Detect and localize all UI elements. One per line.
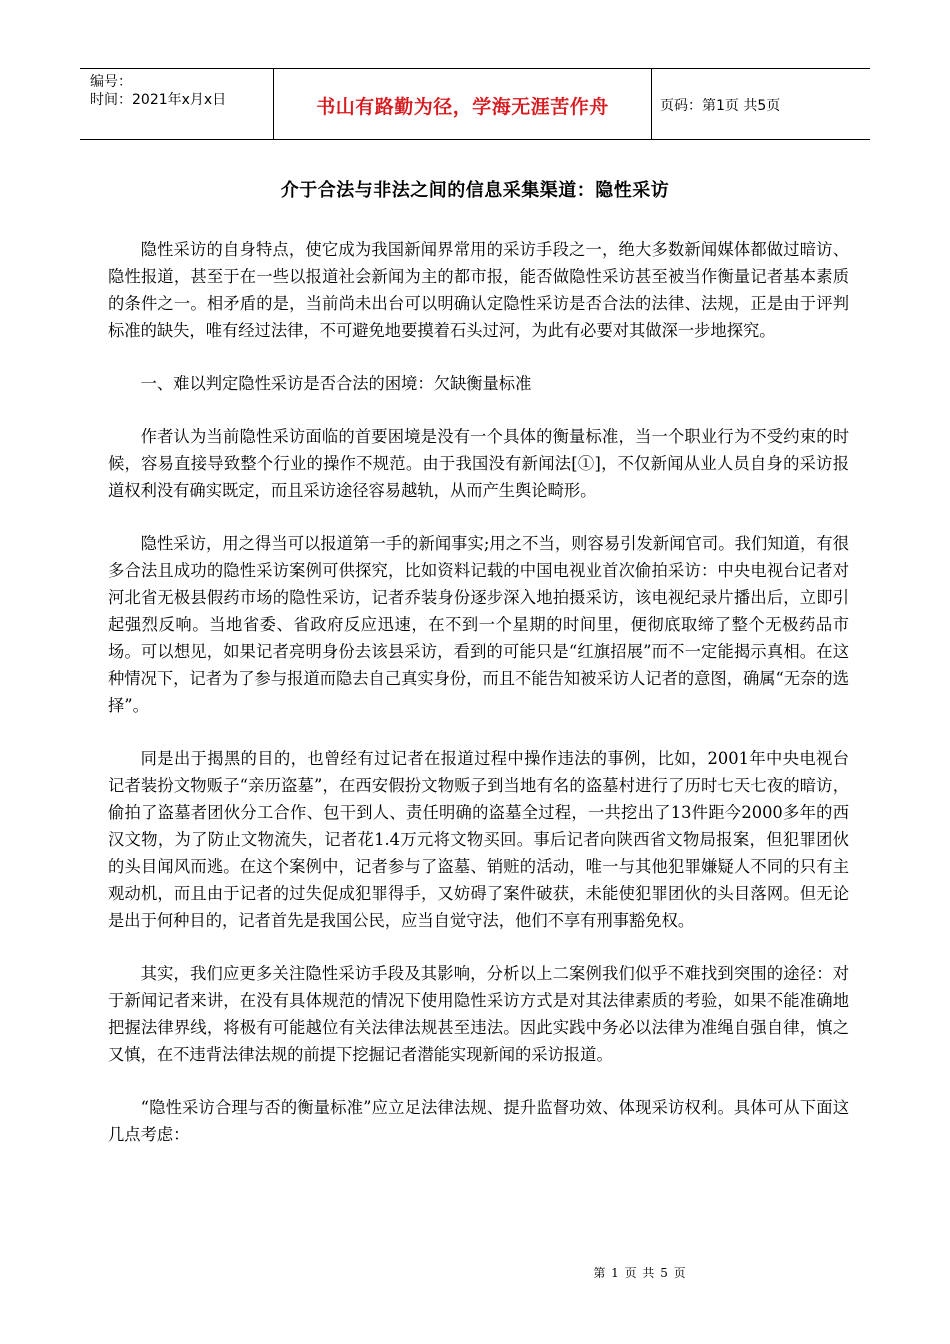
section-heading: 一、难以判定隐性采访是否合法的困境：欠缺衡量标准 <box>140 374 532 393</box>
document-time-label: 时间：2021年x月x日 <box>90 92 227 108</box>
body-paragraph: 同是出于揭黑的目的，也曾经有过记者在报道过程中操作违法的事例，比如，2001年中央电视台记者装扮文物贩子“亲历盗墓”，在西安假扮文物贩子到当地有名的盗墓村进行了历时七天七夜的暗访，偷拍了盗墓者团伙分工合作、包干到人、责任明确的盗墓全过程，一共挖出了13件距今2000多年的西汉文物，为了防止文物流失，记者花1.4万元将文物买回。事后记者向陕西省文物局报案，但犯罪团伙的头目闻风而逃。在这个案例中，记者参与了盗墓、销赃的活动，唯一与其他犯罪嫌疑人不同的只有主观动机，而且由于记者的过失促成犯罪得手，又妨碍了案件破获，未能使犯罪团伙的头目落网。但无论是出于何种目的，记者首先是我国公民，应当自觉守法，他们不享有刑事豁免权。 <box>108 749 849 930</box>
document-number-label: 编号： <box>90 74 132 90</box>
body-paragraph: 作者认为当前隐性采访面临的首要困境是没有一个具体的衡量标准，当一个职业行为不受约束的时候，容易直接导致整个行业的操作不规范。由于我国没有新闻法[①]，不仅新闻从业人员自身的采访报道权利没有确实既定，而且采访途径容易越轨，从而产生舆论畸形。 <box>108 427 849 500</box>
body-paragraph: “隐性采访合理与否的衡量标准”应立足法律法规、提升监督功效、体现采访权利。具体可从下面这几点考虑： <box>108 1098 849 1144</box>
document-body <box>108 236 849 1174</box>
header-motto: 书山有路勤为径，学海无涯苦作舟 <box>274 69 652 139</box>
page-footer: 第 1 页 共 5 页 <box>593 1266 687 1280</box>
body-paragraph: 隐性采访，用之得当可以报道第一手的新闻事实;用之不当，则容易引发新闻官司。我们知道，有很多合法且成功的隐性采访案例可供探究，比如资料记载的中国电视业首次偷拍采访：中央电视台记者对河北省无极县假药市场的隐性采访，记者乔装身份逐步深入地拍摄采访，该电视纪录片播出后，立即引起强烈反响。当地省委、省政府反应迅速，在不到一个星期的时间里，便彻底取缔了整个无极药品市场。可以想见，如果记者亮明身份去该县采访，看到的可能只是“红旗招展”而不一定能揭示真相。在这种情况下，记者为了参与报道而隐去自己真实身份，而且不能告知被采访人记者的意图，确属“无奈的选择”。 <box>108 534 849 715</box>
header-meta <box>80 69 274 139</box>
header-page-info: 页码：第1页 共5页 <box>660 98 781 114</box>
body-paragraph: 其实，我们应更多关注隐性采访手段及其影响，分析以上二案例我们似乎不难找到突围的途径：对于新闻记者来讲，在没有具体规范的情况下使用隐性采访方式是对其法律素质的考验，如果不能准确地把握法律界线，将极有可能越位有关法律法规甚至违法。因此实践中务必以法律为准绳自强自律，慎之又慎，在不违背法律法规的前提下挖掘记者潜能实现新闻的采访报道。 <box>108 964 849 1064</box>
document-header <box>80 68 870 140</box>
document-title: 介于合法与非法之间的信息采集渠道：隐性采访 <box>280 180 670 201</box>
body-paragraph: 隐性采访的自身特点，使它成为我国新闻界常用的采访手段之一，绝大多数新闻媒体都做过暗访、隐性报道，甚至于在一些以报道社会新闻为主的都市报，能否做隐性采访甚至被当作衡量记者基本素质的条件之一。相矛盾的是，当前尚未出台可以明确认定隐性采访是否合法的法律、法规，正是由于评判标准的缺失，唯有经过法律，不可避免地要摸着石头过河，为此有必要对其做深一步地探究。 <box>108 240 849 340</box>
